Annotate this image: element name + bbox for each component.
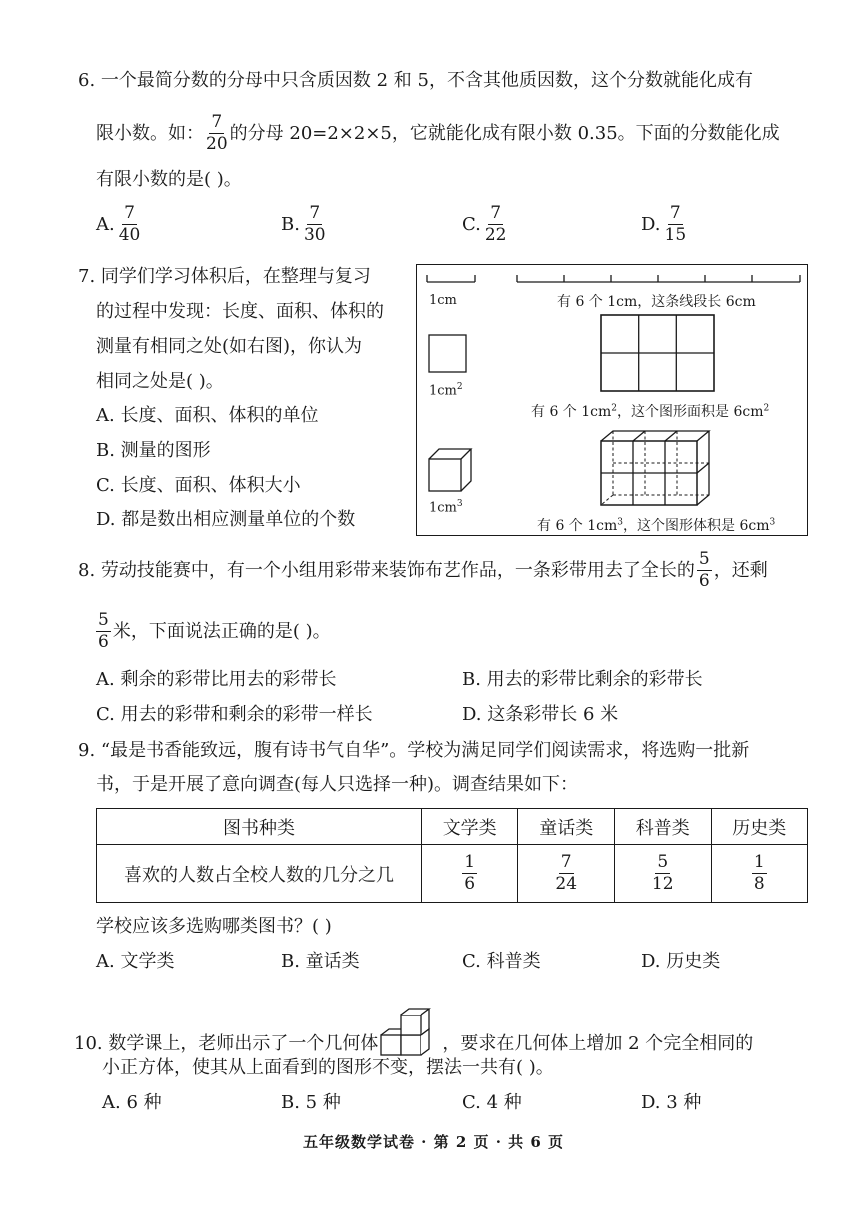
unit-square <box>429 335 466 372</box>
fraction-denominator: 6 <box>464 874 476 894</box>
cell-fraction <box>752 854 767 893</box>
q6-line2 <box>96 114 780 153</box>
q9-option-c[interactable]: C. 科普类 <box>462 951 541 972</box>
unit-cube <box>429 449 471 491</box>
table-cell <box>614 845 711 903</box>
fraction-numerator: 1 <box>753 852 765 872</box>
line-caption: 有 6 个 1cm，这条线段长 6cm <box>557 294 756 310</box>
fraction-denominator: 40 <box>118 225 141 245</box>
q10-line1-pre: 10. 数学课上，老师出示了一个几何体 <box>74 1033 379 1054</box>
q10-option-c[interactable]: C. 4 种 <box>462 1092 522 1113</box>
q10-line1 <box>74 1007 753 1053</box>
volume-caption <box>537 515 775 535</box>
q8-fraction-1 <box>697 551 712 590</box>
q9-table <box>96 808 808 903</box>
fraction-numerator: 5 <box>698 549 710 569</box>
fraction-denominator: 8 <box>753 874 765 894</box>
table-header-row <box>97 809 808 845</box>
fraction-numerator: 7 <box>560 852 572 872</box>
q7-figure <box>416 264 808 536</box>
fraction-denominator: 6 <box>698 571 710 591</box>
q9-option-b[interactable]: B. 童话类 <box>281 951 360 972</box>
unit-cm3-text: 1cm <box>429 500 457 516</box>
q8-option-a[interactable]: A. 剩余的彩带比用去的彩带长 <box>96 669 337 690</box>
fraction-numerator: 1 <box>464 852 476 872</box>
fraction-numerator: 5 <box>657 852 669 872</box>
table-row-label: 喜欢的人数占全校人数的几分之几 <box>97 845 422 903</box>
q6-option-c[interactable] <box>462 205 509 244</box>
q7-option-c[interactable]: C. 长度、面积、体积大小 <box>96 475 301 496</box>
q9-line2: 书，于是开展了意向调查(每人只选择一种)。调查结果如下： <box>96 774 579 795</box>
table-header-label: 图书种类 <box>97 809 422 845</box>
q10-line2: 小正方体，使其从上面看到的图形不变，摆法一共有( )。 <box>102 1057 554 1078</box>
q9-option-a[interactable]: A. 文学类 <box>96 951 175 972</box>
fraction-numerator: 7 <box>490 203 502 223</box>
fraction-denominator: 6 <box>98 632 109 652</box>
table-cell <box>711 845 808 903</box>
q8-line2 <box>94 612 331 651</box>
fraction-numerator: 5 <box>98 610 109 630</box>
option-fraction <box>665 205 687 244</box>
superscript: 2 <box>763 403 770 414</box>
table-cell <box>421 845 517 903</box>
q7-option-d[interactable]: D. 都是数出相应测量单位的个数 <box>96 509 356 530</box>
q9-question: 学校应该多选购哪类图书？( ) <box>96 916 332 937</box>
q6-option-a[interactable] <box>96 205 142 244</box>
table-column-header: 科普类 <box>614 809 711 845</box>
q7-line3: 测量有相同之处(如右图)，你认为 <box>96 336 363 357</box>
fraction-denominator: 22 <box>484 225 507 245</box>
superscript: 3 <box>769 517 776 528</box>
q8-fraction-2 <box>96 612 111 651</box>
option-fraction <box>304 205 326 244</box>
q6-line2-post: 的分母 20=2×2×5，它就能化成有限小数 0.35。下面的分数能化成 <box>229 122 780 144</box>
q7-line2: 的过程中发现：长度、面积、体积的 <box>96 301 384 322</box>
table-column-header: 文学类 <box>421 809 517 845</box>
geometric-solid-figure <box>379 1007 441 1059</box>
volume-caption-pre: 有 6 个 1cm <box>537 518 618 534</box>
option-label: A. <box>96 214 115 235</box>
option-fraction <box>119 205 141 244</box>
q10-option-d[interactable]: D. 3 种 <box>641 1092 702 1113</box>
area-caption-mid: ，这个图形面积是 6cm <box>617 404 764 420</box>
q6-example-fraction <box>206 114 228 153</box>
q10-option-b[interactable]: B. 5 种 <box>281 1092 341 1113</box>
page-footer: 五年级数学试卷 · 第 2 页 · 共 6 页 <box>302 1133 565 1151</box>
table-cell <box>518 845 615 903</box>
option-fraction <box>485 205 507 244</box>
fraction-numerator: 7 <box>669 203 681 223</box>
q10-line1-post: ，要求在几何体上增加 2 个完全相同的 <box>442 1033 754 1054</box>
table-column-header: 童话类 <box>518 809 615 845</box>
area-caption <box>531 401 769 421</box>
area-caption-pre: 有 6 个 1cm <box>531 404 612 420</box>
q9-line1: 9. “最是书香能致远，腹有诗书气自华”。学校为满足同学们阅读需求，将选购一批新 <box>78 740 750 761</box>
q8-option-b[interactable]: B. 用去的彩带比剩余的彩带长 <box>462 669 703 690</box>
superscript: 2 <box>611 403 618 414</box>
q7-option-b[interactable]: B. 测量的图形 <box>96 440 211 461</box>
unit-cm2-text: 1cm <box>429 383 457 399</box>
q6-option-d[interactable] <box>641 205 688 244</box>
q10-option-a[interactable]: A. 6 种 <box>102 1092 162 1113</box>
superscript: 3 <box>456 499 463 509</box>
option-label: D. <box>641 214 661 235</box>
unit-cm-label: 1cm <box>429 293 457 308</box>
unit-cm2-label <box>429 382 463 398</box>
q8-line1-pre: 8. 劳动技能赛中，有一个小组用彩带来装饰布艺作品，一条彩带用去了全长的 <box>78 559 695 581</box>
q8-line1-post: ，还剩 <box>713 559 768 581</box>
option-label: B. <box>281 214 300 235</box>
superscript: 2 <box>456 382 463 392</box>
q7-option-a[interactable]: A. 长度、面积、体积的单位 <box>96 405 319 426</box>
volume-block <box>601 431 709 505</box>
q6-line2-pre: 限小数。如： <box>96 122 204 144</box>
unit-cm3-label <box>429 499 463 515</box>
fraction-denominator: 20 <box>206 134 228 154</box>
table-column-header: 历史类 <box>711 809 808 845</box>
q6-option-b[interactable] <box>281 205 328 244</box>
superscript: 3 <box>617 517 624 528</box>
cell-fraction <box>462 854 477 893</box>
q6-line3: 有限小数的是( )。 <box>96 169 242 190</box>
q6-line1: 6. 一个最简分数的分母中只含质因数 2 和 5，不含其他质因数，这个分数就能化成有 <box>78 70 753 91</box>
cell-fraction <box>652 854 674 893</box>
fraction-numerator: 7 <box>309 203 321 223</box>
fraction-denominator: 24 <box>555 874 578 894</box>
q8-line1 <box>78 551 768 590</box>
fraction-denominator: 15 <box>664 225 687 245</box>
cell-fraction <box>555 854 577 893</box>
volume-caption-mid: ，这个图形体积是 6cm <box>623 518 770 534</box>
q8-option-c[interactable]: C. 用去的彩带和剩余的彩带一样长 <box>96 704 373 725</box>
option-label: C. <box>462 214 481 235</box>
q7-line4: 相同之处是( )。 <box>96 371 224 392</box>
fraction-numerator: 7 <box>211 112 223 132</box>
fraction-denominator: 12 <box>651 874 674 894</box>
table-row <box>97 845 808 903</box>
q8-option-d[interactable]: D. 这条彩带长 6 米 <box>462 704 619 725</box>
q7-line1: 7. 同学们学习体积后，在整理与复习 <box>78 266 371 287</box>
fraction-denominator: 30 <box>303 225 326 245</box>
fraction-numerator: 7 <box>124 203 135 223</box>
q8-line2-post: 米，下面说法正确的是( )。 <box>112 620 331 642</box>
q9-option-d[interactable]: D. 历史类 <box>641 951 721 972</box>
